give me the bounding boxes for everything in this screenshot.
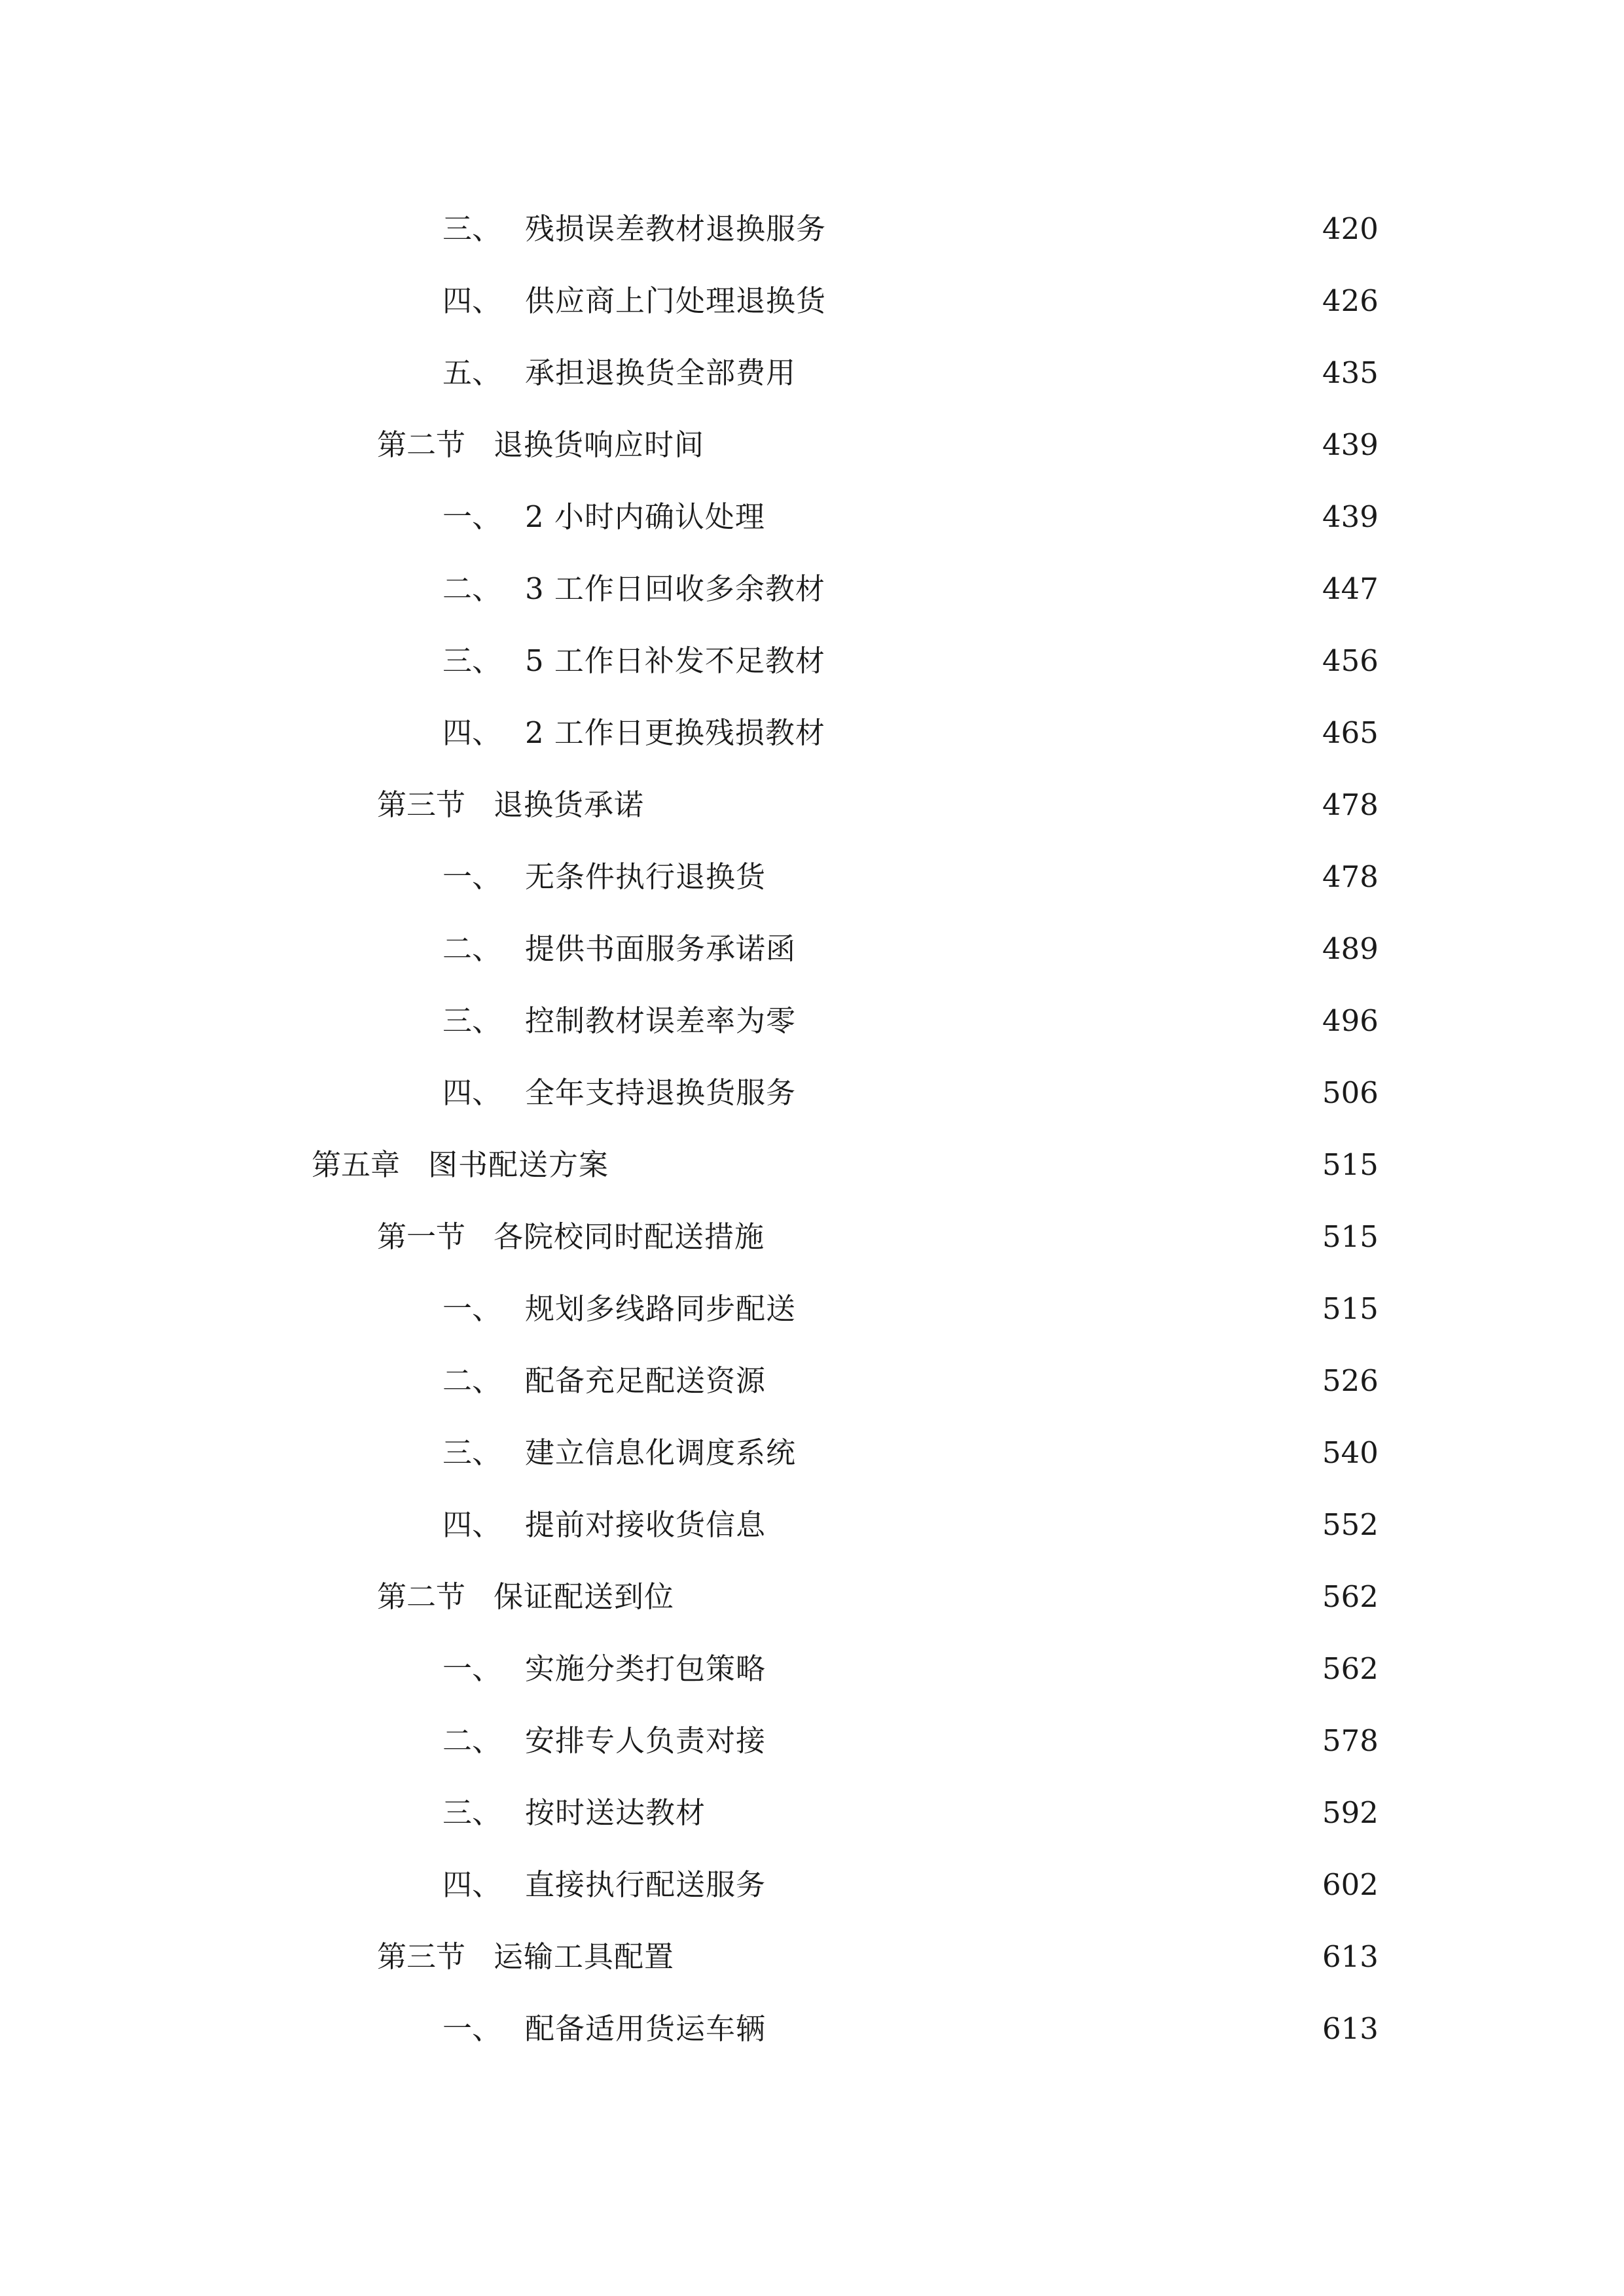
toc-entry-title: 安排专人负责对接 [525, 1723, 767, 1758]
toc-entry [442, 926, 1379, 972]
toc-entry-title: 无条件执行退换货 [525, 859, 767, 894]
toc-entry [442, 566, 1379, 612]
toc-entry-number: 三、 [442, 1795, 502, 1830]
toc-entry-number: 三、 [442, 211, 502, 246]
dot-leader [833, 206, 1316, 252]
toc-entry-title: 建立信息化调度系统 [525, 1435, 797, 1470]
toc-entry [442, 206, 1379, 252]
toc-entry-title: 2 小时内确认处理 [525, 499, 765, 534]
toc-entry-page: 465 [1322, 715, 1379, 750]
toc-entry-number: 四、 [442, 1507, 502, 1542]
toc-entry-number: 一、 [442, 1651, 502, 1686]
toc-entry [442, 1070, 1379, 1116]
toc-entry-title: 全年支持退换货服务 [525, 1075, 797, 1110]
toc-entry-number: 三、 [442, 1435, 502, 1470]
toc-entry-number: 四、 [442, 283, 502, 318]
toc-entry [442, 1502, 1379, 1548]
toc-entry-number: 三、 [442, 1003, 502, 1038]
dot-leader [803, 1286, 1316, 1332]
toc-entry-title: 提前对接收货信息 [525, 1507, 767, 1542]
toc-entry-number: 第五章 [312, 1147, 401, 1182]
toc-entry [442, 278, 1379, 324]
toc-entry [442, 1862, 1379, 1908]
toc-entry [442, 2006, 1379, 2052]
toc-entry [442, 1646, 1379, 1692]
dot-leader [772, 1718, 1316, 1764]
toc-entry-number: 第三节 [377, 1939, 466, 1974]
dot-leader [681, 1934, 1316, 1980]
dot-leader [832, 566, 1316, 612]
toc-entry-page: 613 [1322, 1939, 1379, 1974]
toc-entry-page: 506 [1322, 1075, 1379, 1110]
toc-entry [442, 998, 1379, 1044]
toc-entry-page: 515 [1322, 1147, 1379, 1182]
toc-entry-title: 5 工作日补发不足教材 [525, 643, 825, 678]
toc-entry [442, 1790, 1379, 1836]
toc-entry-title: 图书配送方案 [428, 1147, 609, 1182]
toc-entry-page: 552 [1322, 1507, 1379, 1542]
dot-leader [833, 278, 1316, 324]
toc-entry-title: 运输工具配置 [494, 1939, 675, 1974]
toc-entry-page: 420 [1322, 211, 1379, 246]
toc-entry [442, 854, 1379, 900]
toc-entry-page: 540 [1322, 1435, 1379, 1470]
toc-entry-number: 二、 [442, 1723, 502, 1758]
toc-entry [377, 1574, 1379, 1620]
toc-entry [377, 422, 1379, 468]
toc-entry-number: 一、 [442, 859, 502, 894]
toc-entry-title: 规划多线路同步配送 [525, 1291, 797, 1326]
dot-leader [772, 1358, 1316, 1404]
toc-entry [442, 710, 1379, 756]
toc-entry-number: 一、 [442, 2011, 502, 2046]
toc-entry-number: 三、 [442, 643, 502, 678]
toc-entry-title: 各院校同时配送措施 [494, 1219, 765, 1254]
toc-entry-title: 承担退换货全部费用 [525, 355, 797, 390]
toc-entry-page: 526 [1322, 1363, 1379, 1398]
toc-entry-number: 二、 [442, 931, 502, 966]
toc-entry-number: 一、 [442, 1291, 502, 1326]
toc-entry [442, 1358, 1379, 1404]
toc-entry-number: 五、 [442, 355, 502, 390]
toc-entry-number: 二、 [442, 1363, 502, 1398]
toc-entry-page: 489 [1322, 931, 1379, 966]
toc-entry-number: 二、 [442, 571, 502, 606]
toc-entry-page: 447 [1322, 571, 1379, 606]
toc-entry [377, 1214, 1379, 1260]
toc-entry-number: 一、 [442, 499, 502, 534]
dot-leader [803, 998, 1316, 1044]
toc-entry-title: 残损误差教材退换服务 [525, 211, 827, 246]
toc-entry-number: 第一节 [377, 1219, 466, 1254]
toc-entry-page: 426 [1322, 283, 1379, 318]
dot-leader [712, 1790, 1316, 1836]
toc-entry-page: 613 [1322, 2011, 1379, 2046]
toc-entry [442, 1718, 1379, 1764]
toc-entry-page: 439 [1322, 499, 1379, 534]
dot-leader [772, 494, 1316, 540]
dot-leader [772, 1646, 1316, 1692]
toc-entry-number: 四、 [442, 1867, 502, 1902]
dot-leader [832, 710, 1316, 756]
dot-leader [832, 638, 1316, 684]
toc-entry-title: 控制教材误差率为零 [525, 1003, 797, 1038]
toc-entry [377, 782, 1379, 828]
toc-entry-title: 退换货承诺 [494, 787, 645, 822]
toc-entry-title: 配备适用货运车辆 [525, 2011, 767, 2046]
toc-entry-page: 578 [1322, 1723, 1379, 1758]
dot-leader [681, 1574, 1316, 1620]
dot-leader [615, 1142, 1316, 1188]
toc-entry-page: 602 [1322, 1867, 1379, 1902]
toc-entry-page: 496 [1322, 1003, 1379, 1038]
toc-entry-title: 直接执行配送服务 [525, 1867, 767, 1902]
toc-entry [442, 1430, 1379, 1476]
toc-entry-page: 478 [1322, 859, 1379, 894]
toc-entry-page: 592 [1322, 1795, 1379, 1830]
toc-entry [442, 494, 1379, 540]
toc-entry-page: 515 [1322, 1219, 1379, 1254]
dot-leader [803, 1430, 1316, 1476]
toc-entry-title: 保证配送到位 [494, 1579, 675, 1614]
dot-leader [803, 1070, 1316, 1116]
toc-entry [442, 1286, 1379, 1332]
toc-entry-title: 配备充足配送资源 [525, 1363, 767, 1398]
toc-entry [442, 638, 1379, 684]
dot-leader [711, 422, 1316, 468]
toc-entry-number: 第三节 [377, 787, 466, 822]
dot-leader [772, 1502, 1316, 1548]
toc-entry-number: 第二节 [377, 1579, 466, 1614]
dot-leader [772, 854, 1316, 900]
toc-entry-title: 提供书面服务承诺函 [525, 931, 797, 966]
toc-entry-title: 2 工作日更换残损教材 [525, 715, 825, 750]
dot-leader [651, 782, 1316, 828]
toc-entry-number: 四、 [442, 715, 502, 750]
toc-entry [312, 1142, 1379, 1188]
toc-entry-title: 供应商上门处理退换货 [525, 283, 827, 318]
toc-entry [442, 350, 1379, 396]
toc-entry-number: 四、 [442, 1075, 502, 1110]
toc-entry-page: 478 [1322, 787, 1379, 822]
dot-leader [771, 1214, 1316, 1260]
toc-entry-page: 515 [1322, 1291, 1379, 1326]
dot-leader [772, 1862, 1316, 1908]
toc-entry-page: 439 [1322, 427, 1379, 462]
toc-entry-title: 按时送达教材 [525, 1795, 706, 1830]
toc-entry [377, 1934, 1379, 1980]
toc-entry-title: 实施分类打包策略 [525, 1651, 767, 1686]
toc-entry-number: 第二节 [377, 427, 466, 462]
toc-entry-page: 456 [1322, 643, 1379, 678]
toc-entry-page: 562 [1322, 1579, 1379, 1614]
dot-leader [803, 926, 1316, 972]
toc-entry-title: 退换货响应时间 [494, 427, 705, 462]
toc-entry-title: 3 工作日回收多余教材 [525, 571, 825, 606]
dot-leader [803, 350, 1316, 396]
toc-entry-page: 562 [1322, 1651, 1379, 1686]
dot-leader [772, 2006, 1316, 2052]
toc-entry-page: 435 [1322, 355, 1379, 390]
